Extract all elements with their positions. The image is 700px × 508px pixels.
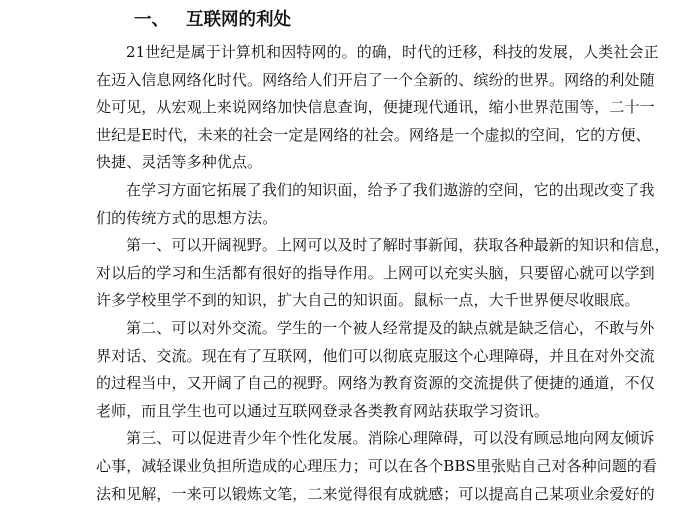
paragraph-point-three (96, 425, 571, 508)
paragraph-point-one (96, 232, 571, 315)
paragraph-line: 许多学校里学不到的知识，扩大自己的知识面。鼠标一点，大千世界便尽收眼底。 (96, 287, 571, 315)
paragraph-line: 在迈入信息网络化时代。网络给人们开启了一个全新的、缤纷的世界。网络的利处随 (96, 67, 571, 95)
paragraph-point-two (96, 315, 571, 425)
paragraph-line: 第一、可以开阔视野。上网可以及时了解时事新闻，获取各种最新的知识和信息， (96, 232, 571, 260)
paragraph-line: 老师，而且学生也可以通过互联网登录各类教育网站获取学习资讯。 (96, 398, 571, 426)
paragraph-line: 对以后的学习和生活都有很好的指导作用。上网可以充实头脑，只要留心就可以学到 (96, 260, 571, 288)
document-page (96, 0, 571, 508)
paragraph-line: 处可见，从宏观上来说网络加快信息查询，便捷现代通讯，缩小世界范围等，二十一 (96, 94, 571, 122)
paragraph-line: 心事，减轻课业负担所造成的心理压力；可以在各个BBS里张贴自己对各种问题的看 (96, 453, 571, 481)
paragraph-line: 们的传统方式的思想方法。 (96, 205, 571, 233)
paragraph-line: 的过程当中，又开阔了自己的视野。网络为教育资源的交流提供了便捷的通道，不仅 (96, 370, 571, 398)
paragraph-line: 世纪是E时代，未来的社会一定是网络的社会。网络是一个虚拟的空间，它的方便、 (96, 122, 571, 150)
paragraph-learning (96, 177, 571, 232)
section-title: 互联网的利处 (186, 10, 291, 30)
paragraph-line: 界对话、交流。现在有了互联网，他们可以彻底克服这个心理障碍，并且在对外交流 (96, 343, 571, 371)
paragraph-line: 第二、可以对外交流。学生的一个被人经常提及的缺点就是缺乏信心，不敢与外 (96, 315, 571, 343)
section-number: 一、 (134, 8, 186, 32)
paragraph-line: 在学习方面它拓展了我们的知识面，给予了我们遨游的空间，它的出现改变了我 (96, 177, 571, 205)
paragraph-line: 21世纪是属于计算机和因特网的。的确，时代的迁移，科技的发展，人类社会正 (96, 39, 571, 67)
section-heading (134, 8, 571, 32)
paragraph-intro (96, 39, 571, 177)
paragraph-line: 法和见解，一来可以锻炼文笔，二来觉得很有成就感；可以提高自己某项业余爱好的 (96, 481, 571, 508)
paragraph-line: 第三、可以促进青少年个性化发展。消除心理障碍，可以没有顾忌地向网友倾诉 (96, 425, 571, 453)
paragraph-line: 快捷、灵活等多种优点。 (96, 149, 571, 177)
